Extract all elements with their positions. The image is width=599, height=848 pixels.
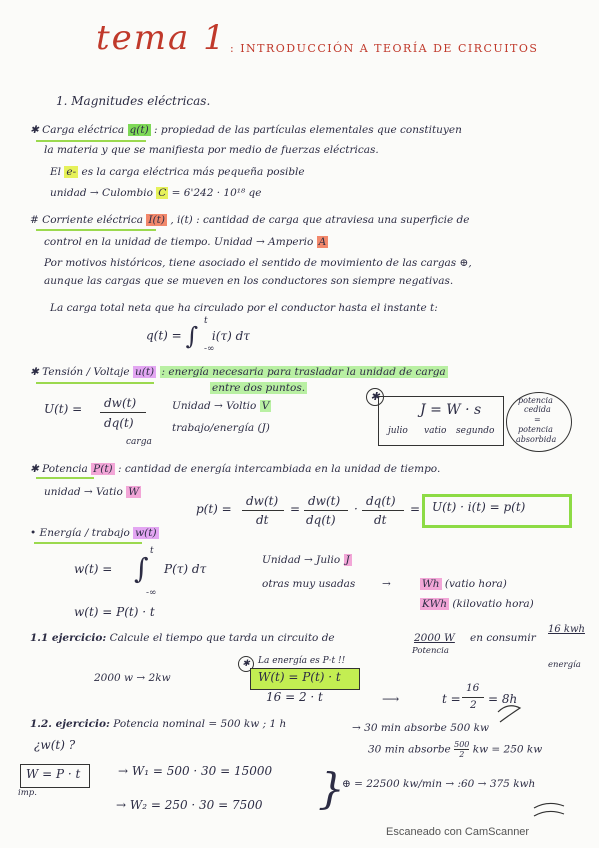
bullet-star: ✱ bbox=[30, 463, 39, 475]
vatio-unit: W bbox=[128, 486, 139, 498]
carga-line2: la materia y que se manifiesta por medio de fuerzas eléctricas. bbox=[44, 144, 379, 156]
tension-symbol: u(t) bbox=[134, 366, 155, 378]
corriente-line5: La carga total neta que ha circulado por el conductor hasta el instante t: bbox=[50, 302, 438, 314]
bubble-line2: cedida bbox=[524, 405, 551, 414]
bullet-star: ✱ bbox=[30, 124, 39, 136]
energia-otras: otras muy usadas bbox=[262, 578, 356, 590]
kwh-unit: KWh bbox=[422, 598, 448, 610]
vatio-label: vatio bbox=[424, 426, 447, 436]
bullet-dot: • bbox=[30, 527, 37, 539]
voltio-unit: V bbox=[261, 400, 270, 412]
brace: } bbox=[318, 764, 345, 813]
potencia-f3-num: dq(t) bbox=[366, 494, 396, 508]
corriente-term: Corriente eléctrica bbox=[42, 214, 144, 226]
bubble-line1: potencia bbox=[518, 396, 553, 405]
ej1-boxed-text: W(t) = P(t) · t bbox=[258, 670, 341, 684]
corriente-line4: aunque las cargas que se mueven en los conductores son siempre negativas. bbox=[44, 275, 454, 287]
ej2-line: 1.2. ejercicio: Potencia nominal = 500 kw ; 1 h bbox=[30, 718, 287, 730]
energia-int: ∫ bbox=[134, 552, 149, 585]
potencia-f3-den: dt bbox=[374, 513, 387, 527]
ej2-sum: ⊕ = 22500 kw/min → :60 → 375 kwh bbox=[342, 778, 536, 790]
corriente-line2: control en la unidad de tiempo. Unidad → Amperio A bbox=[44, 236, 327, 248]
scanner-watermark: Escaneado con CamScanner bbox=[386, 826, 530, 838]
corriente-line3: Por motivos históricos, tiene asociado el sentido de movimiento de las cargas ⊕, bbox=[44, 257, 472, 269]
trabajo-label: trabajo/energía (J) bbox=[172, 422, 270, 434]
energia-formula: w(t) = bbox=[74, 562, 113, 576]
ej1-pot-note: Potencia bbox=[412, 646, 449, 656]
culombio-unit: C bbox=[158, 187, 167, 199]
ej1-pot: 2000 W bbox=[414, 632, 455, 644]
electron-symbol: e- bbox=[66, 166, 77, 178]
arrow: ⟶ bbox=[382, 692, 400, 706]
potencia-block: ✱ Potencia P(t) : cantidad de energía intercambiada en la unidad de tiempo. bbox=[30, 463, 441, 475]
bubble-line4: potencia bbox=[518, 425, 553, 434]
tension-term: Tensión / Voltaje bbox=[42, 366, 130, 378]
carga-line1: : propiedad de las partículas elementales que constituyen bbox=[154, 124, 462, 136]
energia-term: Energía / trabajo bbox=[39, 527, 130, 539]
ej1-result-a: t = bbox=[442, 692, 461, 706]
energia-unidad: Unidad → Julio J bbox=[262, 554, 350, 566]
energia-f2: w(t) = P(t) · t bbox=[74, 605, 155, 619]
tension-def2: entre dos puntos. bbox=[212, 382, 306, 394]
ej2-imp: imp. bbox=[18, 788, 37, 798]
star-circle-icon: ✱ bbox=[238, 656, 254, 672]
potencia-term: Potencia bbox=[42, 463, 88, 475]
ej1-result-den: 2 bbox=[470, 699, 477, 711]
ej1-energy-note: energía bbox=[548, 660, 581, 670]
carga-term: Carga eléctrica bbox=[42, 124, 125, 136]
ej1-result-b: = 8h bbox=[488, 692, 518, 706]
energia-symbol: w(t) bbox=[135, 527, 157, 539]
tension-block: ✱ Tensión / Voltaje u(t) : energía necesaria para trasladar la unidad de carga bbox=[30, 366, 446, 378]
ej2-r2: 30 min absorbe $\frac{500}{2}$ kw = 250 kw bbox=[368, 740, 543, 759]
ej2-question: ¿w(t) ? bbox=[34, 738, 76, 752]
page-title: tema 1 bbox=[96, 18, 227, 58]
segundo-label: segundo bbox=[456, 426, 495, 436]
amperio-unit: A bbox=[318, 236, 327, 248]
ej1-result-num: 16 bbox=[466, 682, 480, 694]
potencia-f1-den: dt bbox=[256, 513, 269, 527]
tension-num: dw(t) bbox=[104, 396, 137, 410]
julio-unit: J bbox=[345, 554, 350, 566]
page-subtitle: : INTRODUCCIÓN A TEORÍA DE CIRCUITOS bbox=[230, 42, 539, 55]
julio-label: julio bbox=[388, 426, 408, 436]
potencia-unit-line: unidad → Vatio W bbox=[44, 486, 139, 498]
corriente-block: # Corriente eléctrica I(t) , i(t) : cantidad de carga que atraviesa una superficie de bbox=[30, 214, 470, 226]
energia-int-top: t bbox=[150, 546, 154, 556]
carga-line3: El e- es la carga eléctrica más pequeña posible bbox=[50, 166, 305, 178]
ej1-line: 1.1 ejercicio: Calcule el tiempo que tarda un circuito de bbox=[30, 632, 335, 644]
potencia-symbol: P(t) bbox=[93, 463, 113, 475]
carga-symbol: q(t) bbox=[129, 124, 149, 136]
eq-sign: = bbox=[410, 502, 421, 516]
ej2-w1: → W₁ = 500 · 30 = 15000 bbox=[118, 764, 273, 778]
bullet-hash: # bbox=[30, 214, 39, 226]
julio-eq: J = W · s bbox=[420, 402, 482, 418]
section-heading: 1. Magnitudes eléctricas. bbox=[56, 94, 211, 108]
bubble-line3: = bbox=[534, 415, 541, 424]
eq-sign: = bbox=[290, 502, 301, 516]
ej2-boxed-text: W = P · t bbox=[26, 767, 81, 781]
tension-unit-line: Unidad → Voltio V bbox=[172, 400, 270, 412]
potencia-f1-lhs: p(t) = bbox=[196, 502, 232, 516]
dot-sign: · bbox=[354, 502, 358, 516]
ej1-energy: 16 kwh bbox=[548, 624, 585, 635]
wh-row: Wh (vatio hora) bbox=[422, 578, 507, 590]
ej1-conv: 2000 w → 2kw bbox=[94, 672, 171, 684]
tension-den: dq(t) bbox=[104, 416, 134, 430]
energia-int-bot: -∞ bbox=[146, 588, 157, 598]
ej1-text2: en consumir bbox=[470, 632, 536, 644]
bubble-line5: absorbida bbox=[516, 435, 557, 444]
carga-line4: unidad → Culombio C = 6'242 · 10¹⁸ qe bbox=[50, 187, 262, 199]
carga-formula: q(t) = ∫ t -∞ i(τ) dτ bbox=[146, 316, 250, 354]
potencia-f1-num: dw(t) bbox=[246, 494, 279, 508]
corriente-symbol: I(t) bbox=[148, 214, 165, 226]
bullet-star: ✱ bbox=[30, 366, 39, 378]
ej1-note: La energía es P·t !! bbox=[258, 656, 346, 666]
ej2-w2: → W₂ = 250 · 30 = 7500 bbox=[116, 798, 263, 812]
arrow: → bbox=[382, 578, 391, 590]
wh-unit: Wh bbox=[422, 578, 440, 590]
tension-den-note: carga bbox=[126, 437, 152, 447]
ej2-r1: → 30 min absorbe 500 kw bbox=[352, 722, 489, 734]
ej1-eq: 16 = 2 · t bbox=[266, 690, 323, 704]
potencia-f2-num: dw(t) bbox=[308, 494, 341, 508]
tension-formula: U(t) = bbox=[44, 402, 83, 416]
energia-rhs: P(τ) dτ bbox=[164, 562, 207, 576]
potencia-f2-den: dq(t) bbox=[306, 513, 336, 527]
potencia-boxed-text: U(t) · i(t) = p(t) bbox=[432, 500, 526, 514]
kwh-row: KWh (kilovatio hora) bbox=[422, 598, 534, 610]
star-circle-icon: ✱ bbox=[366, 388, 384, 406]
